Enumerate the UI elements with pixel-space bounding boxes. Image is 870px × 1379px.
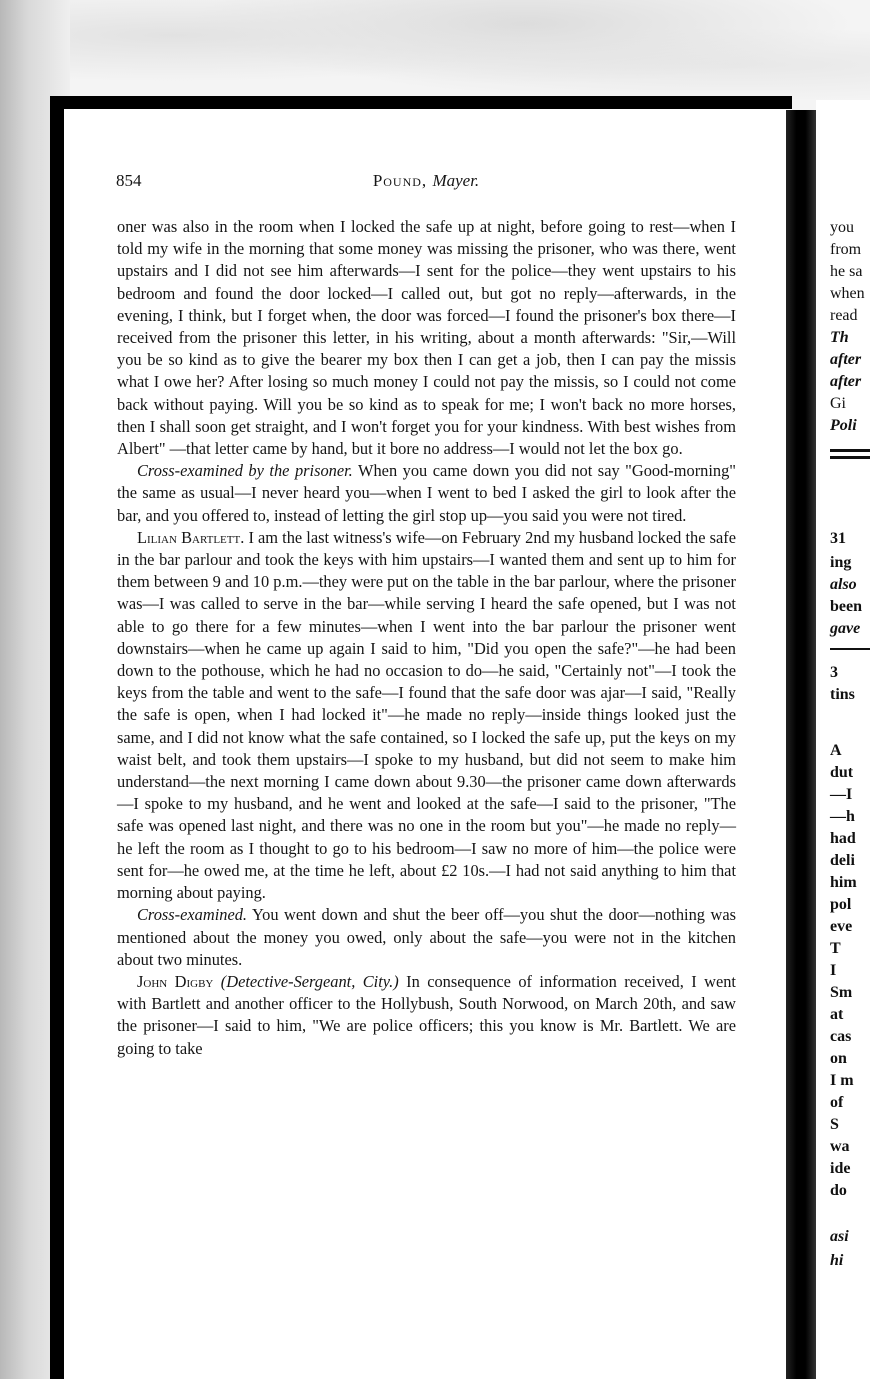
adjacent-fragment: also	[830, 576, 857, 593]
adjacent-fragment: read	[830, 307, 858, 324]
paragraph-text: In consequence of information received, I went with Bartlett and another officer to the Hollybush, South Norwood, on March 20th, and saw the prisoner—I said to him, "We are police officers; this you know is Mr. Bartlett. We are going to take	[117, 971, 736, 1058]
adjacent-fragment: gave	[830, 620, 861, 637]
adjacent-page	[816, 100, 870, 1379]
adjacent-fragment: Sm	[830, 984, 853, 1001]
adjacent-fragment: hi	[830, 1252, 844, 1269]
adjacent-fragment: I	[830, 962, 837, 979]
adjacent-fragment: Gi	[830, 395, 846, 412]
paragraph-witness-testimony	[117, 971, 736, 1060]
running-head-role: Mayer.	[432, 171, 480, 190]
adjacent-fragment: tins	[830, 686, 855, 703]
adjacent-fragment: S	[830, 1116, 839, 1133]
adjacent-fragment: wa	[830, 1138, 850, 1155]
running-head-name: Pound,	[372, 171, 428, 190]
section-rule	[830, 449, 870, 452]
adjacent-fragment: he sa	[830, 263, 863, 280]
cross-examined-label: Cross-examined by the prisoner.	[137, 461, 353, 481]
witness-name: Lilian Bartlett.	[137, 527, 245, 547]
adjacent-fragment: asi	[830, 1228, 849, 1245]
cross-examined-label: Cross-examined.	[137, 905, 248, 925]
witness-name: John Digby	[137, 971, 214, 991]
adjacent-fragment: —I	[830, 786, 853, 803]
paragraph-text: I am the last witness's wife—on February 2nd my husband locked the safe in the bar parlour and took the keys with him upstairs—I wanted them and sent up to him for them between 9 and 10 p.m.—they were put on the table in the bar parlour, where the prisoner was—I was called to serve in the bar—while serving I heard the safe opened, but I was not able to go there for a few minutes—when I went into the bar parlour the prisoner went downstairs—when he came up again I said to him, "Did you open the safe?"—he had been down to the pothouse, which he had no occasion to do—he said, "Certainly not"—I took the keys from the table and went to the safe—I found that the safe door was ajar—I said, "Really the safe is open, when I had locked it"—he made no reply—inside things looked just the same, and I did not know what the safe contained, so I locked the safe up, put the keys on my waist belt, and took them upstairs—I spoke to my husband, but did not seem to make him understand—the next morning I came down about 9.30—the prisoner came down afterwards—I spoke to my husband, and he went and looked at the safe—I said to the prisoner, "The safe was opened last night, and there was no one in the room but you"—he made no reply—he left the room as I thought to go to his bedroom—I saw no more of him—the police were sent for—he owed me, at the time he left, about £2 10s.—I had not said anything to him that morning about paying.	[117, 527, 736, 903]
adjacent-fragment: pol	[830, 896, 852, 913]
paragraph-cross-examination	[117, 904, 736, 971]
adjacent-fragment: him	[830, 874, 857, 891]
paragraph-continued-testimony: oner was also in the room when I locked the safe up at night, before going to rest—when I told my wife in the morning that some money was missing the prisoner, who was there, went upstairs and I did not see him afterwards—I sent for the police—they went upstairs to his bedroom and found the door locked—I called out, but got no reply—afterwards, in the evening, I think, but I forget when, the door was forced—I found the prisoner's box there—I received from the prisoner this letter, in his writing, about a month afterwards: "Sir,—Will you be so kind as to give the bearer my box then I can get a job, then I can pay the missis what I owe her? After losing so much money I could not pay the missis, so I could not come back without paying. Will you be so kind as to speak for me; I won't back no more horses, then I shall soon get straight, and I won't forget you for your kindness. With best wishes from Albert" —that letter came by hand, but it bore no address—I would not let the box go.	[117, 217, 736, 459]
section-rule	[830, 456, 870, 459]
adjacent-fragment: A	[830, 742, 842, 759]
adjacent-fragment: T	[830, 940, 841, 957]
adjacent-fragment: —h	[830, 808, 855, 825]
witness-role: (Detective-Sergeant, City.)	[220, 971, 399, 991]
adjacent-fragment: on	[830, 1050, 847, 1067]
adjacent-fragment: of	[830, 1094, 844, 1111]
page-number: 854	[116, 171, 142, 190]
adjacent-fragment: cas	[830, 1028, 852, 1045]
running-head	[116, 171, 736, 191]
book-gutter	[786, 110, 816, 1379]
paragraph-witness-testimony	[117, 527, 736, 904]
paragraph-text: When you came down you did not say "Good-morning" the same as usual—I never heard you—when I went to bed I asked the girl to look after the bar, and you offered to, instead of letting the girl stop up—you said you were not tired.	[117, 461, 736, 525]
adjacent-fragment: Poli	[830, 417, 857, 434]
adjacent-fragment: from	[830, 241, 862, 258]
section-rule	[830, 648, 870, 650]
adjacent-fragment: ide	[830, 1160, 851, 1177]
adjacent-fragment: at	[830, 1006, 844, 1023]
adjacent-fragment: eve	[830, 918, 853, 935]
adjacent-fragment: when	[830, 285, 865, 302]
adjacent-fragment: dut	[830, 764, 854, 781]
adjacent-fragment: you	[830, 219, 854, 236]
adjacent-fragment: after	[830, 373, 862, 390]
paragraph-text: You went down and shut the beer off—you shut the door—nothing was mentioned about the money you owed, only about the safe—you were not in the kitchen about two minutes.	[117, 905, 736, 969]
page-header	[116, 171, 736, 195]
adjacent-fragment: 3	[830, 664, 838, 681]
adjacent-fragment: after	[830, 351, 862, 368]
adjacent-fragment: been	[830, 598, 862, 615]
paragraph-cross-examination	[117, 460, 736, 527]
adjacent-fragment: do	[830, 1182, 847, 1199]
adjacent-fragment: had	[830, 830, 856, 847]
page-body	[117, 216, 736, 1060]
adjacent-fragment: I m	[830, 1072, 854, 1089]
adjacent-fragment: Th	[830, 329, 849, 346]
adjacent-fragment: ing	[830, 554, 852, 571]
adjacent-fragment: deli	[830, 852, 855, 869]
adjacent-fragment: 31	[830, 530, 846, 547]
